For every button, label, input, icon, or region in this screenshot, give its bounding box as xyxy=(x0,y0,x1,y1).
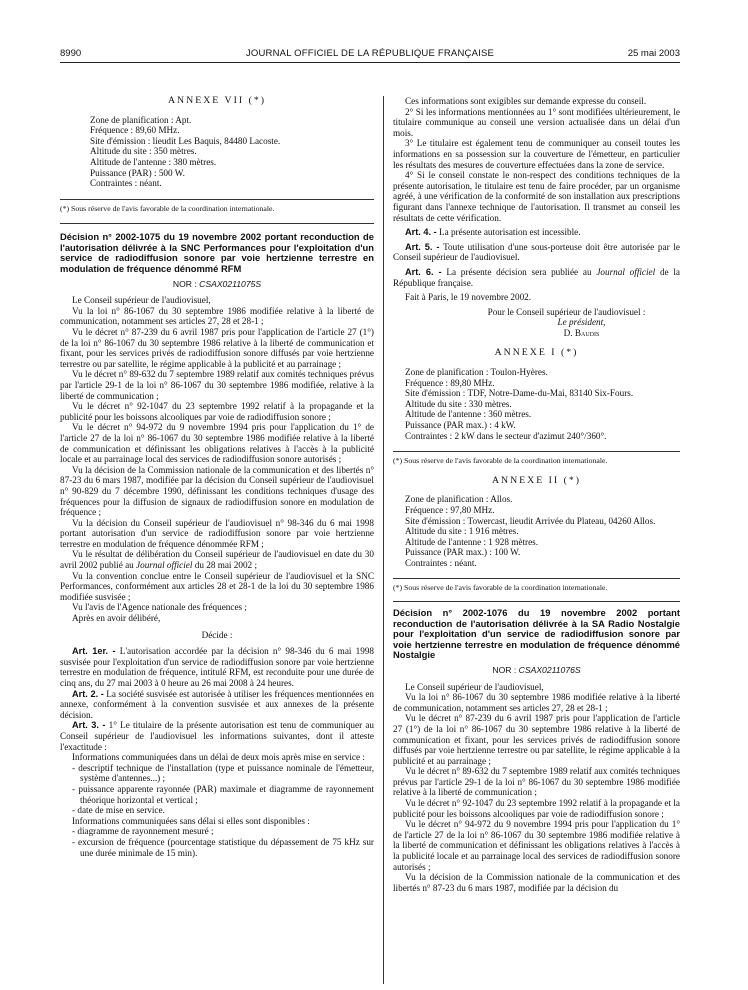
journal-officiel-ref: Journal officiel xyxy=(596,266,656,277)
visa-paragraph: Vu la décision de la Commission nationale de la communication et des libertés n° 87-23 du 6 mars 1987, modifiée par la décision du Conseil supérieur de l'audiovisuel n° 90-829 du 7 décembre 1990, définissant les conditions techniques d'usage des fréquences pour la diffusion de signaux de radiodiffusion sonore en modulation de fréquence ; xyxy=(60,464,374,518)
visa-text: Vu le résultat de délibération du Conseil supérieur de l'audiovisuel en date du 30 avril 2002 publié au xyxy=(60,549,374,571)
annex-line: Fréquence : 97,80 MHz. xyxy=(405,504,495,515)
decide-line: Décide : xyxy=(201,629,233,640)
article-4 xyxy=(393,227,680,238)
journal-officiel-ref: Journal officiel xyxy=(136,560,193,571)
info-heading: Informations communiquées sans délai si elles sont disponibles : xyxy=(72,815,310,826)
annex-i-details xyxy=(393,367,680,441)
visa-text: du 28 mai 2002 ; xyxy=(192,560,258,571)
annex-line: Contraintes : néant. xyxy=(405,557,477,568)
article-text: L'autorisation accordée par la décision n° 98-346 du 6 mai 1998 susvisée pour l'exploitation d'un service de radiodiffusion sonore par voie hertzienne terrestre en modulation de fréquence, intitulé RFM, est reconduite pour une durée de cinq ans, du 27 mai 2003 à 0 heure au 26 mai 2008 à 24 heures. xyxy=(60,646,375,688)
visa-paragraph: Vu la loi n° 86-1067 du 30 septembre 1986 modifiée relative à la liberté de communication, notamment ses articles 27, 28 et 28-1 ; xyxy=(393,692,680,713)
journal-title: JOURNAL OFFICIEL DE LA RÉPUBLIQUE FRANÇAISE xyxy=(245,48,495,59)
visa-paragraph: Vu le décret n° 89-632 du 7 septembre 1989 relatif aux comités techniques prévus par l'article 29-1 de la loi n° 86-1067 du 30 septembre 1986 modifiée, relative à la liberté de communication ; xyxy=(60,369,374,401)
article-label: Art. 4. - xyxy=(405,227,437,238)
annex-line: Fréquence : 89,80 MHz. xyxy=(405,377,495,388)
nor-reference xyxy=(393,665,680,676)
annex-line: Altitude de l'antenne : 380 mètres. xyxy=(90,156,217,167)
annex-line: Zone de planification : Apt. xyxy=(90,114,192,125)
annex-line: Puissance (PAR) : 500 W. xyxy=(90,167,185,178)
annex-vii-footnote: (*) Sous réserve de l'avis favorable de la coordination internationale. xyxy=(60,203,275,213)
list-item: - puissance apparente rayonnée (PAR) maximale et diagramme de rayonnement théorique horizontal et vertical ; xyxy=(72,783,374,805)
signature-title: Le président, xyxy=(557,317,606,328)
annex-line: Zone de planification : Allos. xyxy=(405,494,513,505)
annex-line: Altitude du site : 1 916 mètres. xyxy=(405,526,519,537)
decision-1075-heading: Décision n° 2002-1075 du 19 novembre 2002 portant reconduction de l'autorisation délivrée à la SNC Performances pour l'exploitation d'un service de radiodiffusion sonore par voie hertzienne terrestre en modulation de fréquence dénommé RFM xyxy=(60,231,374,275)
article-text: de la République française. xyxy=(393,266,681,288)
decision-1076-heading: Décision n° 2002-1076 du 19 novembre 2002 portant reconduction de l'autorisation délivrée à la SA Radio Nostalgie pour l'exploitation d'un service de radiodiffusion sonore par voie hertzienne terrestre en modulation de fréquence dénommé Nostalgie xyxy=(393,606,680,661)
right-column xyxy=(393,96,680,893)
signature-place-date: Fait à Paris, le 19 novembre 2002. xyxy=(405,292,532,303)
list-item: - diagramme de rayonnement mesuré ; xyxy=(72,826,214,837)
annex-ii-title: ANNEXE II (*) xyxy=(491,474,582,486)
article-text: 1° Le titulaire de la présente autorisation est tenu de communiquer au Conseil supérieur de l'audiovisuel les informations suivantes, dont il atteste l'exactitude : xyxy=(60,720,375,752)
visa-paragraph: Vu le décret n° 87-239 du 6 avril 1987 pris pour l'application de l'article 27 (1°) de la loi n° 86-1067 du 30 septembre 1986 relative à la liberté de communication et fixant, pour les services privés de radiodiffusion sonore diffusés par voie hertzienne terrestre ou par satellite, le régime applicable à la publicité et au parrainage ; xyxy=(393,713,680,766)
page-number: 8990 xyxy=(60,48,82,59)
running-header xyxy=(60,48,680,62)
nor-label: NOR : xyxy=(172,278,197,289)
article-label: Art. 1er. - xyxy=(72,646,116,657)
annex-ii-details xyxy=(393,494,680,568)
annex-ii-footnote: (*) Sous réserve de l'avis favorable de la coordination internationale. xyxy=(393,583,608,593)
column-divider xyxy=(383,96,384,984)
visa-paragraph: Vu le décret n° 92-1047 du 23 septembre 1992 relatif à la propagande et la publicité pour les boissons alcooliques par voie de radiodiffusion sonore ; xyxy=(60,401,374,422)
article-text: La présente autorisation est incessible. xyxy=(438,227,581,238)
annex-line: Puissance (PAR max.) : 4 kW. xyxy=(405,420,516,431)
article-3 xyxy=(60,720,374,752)
article-2 xyxy=(60,689,374,721)
article-1 xyxy=(60,646,374,688)
visa-paragraph: Vu le décret n° 89-632 du 7 septembre 1989 relatif aux comités techniques prévus par l'article 29-1 de la loi n° 86-1067 du 30 septembre 1986 modifiée relative à la liberté de communication ; xyxy=(393,766,680,798)
nor-code: CSAX0211075S xyxy=(199,278,262,289)
deliberation-line: Après en avoir délibéré, xyxy=(72,613,161,624)
annex-vii-title: ANNEXE VII (*) xyxy=(167,95,266,106)
annex-line: Contraintes : néant. xyxy=(90,178,162,189)
intro-line: Le Conseil supérieur de l'audiovisuel, xyxy=(405,681,544,692)
list-item: - descriptif technique de l'installation (type et puissance nominale de l'émetteur, système d'antennes...) ; xyxy=(72,762,374,784)
visa-paragraph: Vu la décision de la Commission nationale de la communication et des libertés n° 87-23 du 6 mars 1987, modifiée par la décision du xyxy=(393,872,680,893)
article-label: Art. 5. - xyxy=(405,241,440,252)
nor-reference xyxy=(60,279,374,290)
paragraph: 3° Le titulaire est également tenu de communiquer au conseil toutes les informations en sa possession sur la couverture de l'émetteur, en particulier les résultats des mesures de couverture effectuées dans la zone de service. xyxy=(393,138,680,170)
visa-paragraph: Vu le décret n° 87-239 du 6 avril 1987 pris pour l'application de l'article 27 (1°) de la loi n° 86-1067 du 30 septembre 1986 relative à la liberté de communication et fixant, pour les services privés de radiodiffusion sonore diffusés par voie hertzienne terrestre ou par satellite, le régime applicable à la publicité et au parrainage ; xyxy=(60,327,374,369)
list-item: - excursion de fréquence (pourcentage statistique du dépassement de 75 kHz sur une durée minimale de 15 min). xyxy=(72,836,374,858)
paragraph: 4° Si le conseil constate le non-respect des conditions techniques de la présente autorisation, le titulaire est tenu de faire procéder, par un organisme agréé, à une vérification de la conformité de son installation aux prescriptions figurant dans l'annexe technique de l'autorisation. Il transmet au conseil les résultats de cette vérification. xyxy=(393,170,680,223)
header-rule xyxy=(60,62,680,63)
article-text: La société susvisée est autorisée à utiliser les fréquences mentionnées en annexe, conformément à la convention susvisée et aux annexes de la présente décision. xyxy=(60,688,374,720)
annex-line: Site d'émission : Towercast, lieudit Arrivée du Plateau, 04260 Allos. xyxy=(405,515,656,526)
paragraph: Ces informations sont exigibles sur demande expresse du conseil. xyxy=(405,96,647,106)
info-heading: Informations communiquées dans un délai de deux mois après mise en service : xyxy=(72,752,365,763)
annex-line: Fréquence : 89,60 MHz. xyxy=(90,125,180,136)
annex-line: Altitude du site : 350 mètres. xyxy=(90,146,197,157)
annex-line: Contraintes : 2 kW dans le secteur d'azimut 240°/360°. xyxy=(405,430,607,441)
left-column xyxy=(60,96,374,858)
annex-line: Altitude de l'antenne : 360 mètres. xyxy=(405,409,532,420)
article-label: Art. 3. - xyxy=(72,720,106,731)
annex-line: Altitude du site : 330 mètres. xyxy=(405,398,512,409)
visa-paragraph: Vu le décret n° 94-972 du 9 novembre 1994 pris pour l'application du 1° de l'article 27 de la loi n° 86-1067 du 30 septembre 1986 modifiée relative à la liberté de communication et définissant les obligations relatives à l'accès à la publicité locale et au parrainage local des services de radiodiffusion sonore autorisés ; xyxy=(393,819,680,872)
visa-paragraph: Vu la décision du Conseil supérieur de l'audiovisuel n° 98-346 du 6 mai 1998 portant autorisation d'un service de radiodiffusion sonore par voie hertzienne terrestre en modulation de fréquence dénommée RFM ; xyxy=(60,517,374,549)
list-item: - date de mise en service. xyxy=(72,805,165,816)
annex-i-title: ANNEXE I (*) xyxy=(494,347,579,359)
visa-paragraph: Vu la convention conclue entre le Conseil supérieur de l'audiovisuel et la SNC Performances, conformément aux articles 28 et 28-1 de la loi du 30 septembre 1986 modifiée susvisée ; xyxy=(60,570,374,602)
nor-code: CSAX0211076S xyxy=(518,664,581,675)
signature-name: D. Baudis xyxy=(563,327,600,338)
intro-line: Le Conseil supérieur de l'audiovisuel, xyxy=(72,295,211,306)
issue-date: 25 mai 2003 xyxy=(627,48,680,59)
paragraph: 2° Si les informations mentionnées au 1° sont modifiées ultérieurement, le titulaire communique au conseil une version actualisée dans un délai d'un mois. xyxy=(393,106,680,138)
annex-i-footnote: (*) Sous réserve de l'avis favorable de la coordination internationale. xyxy=(393,456,608,466)
article-5 xyxy=(393,242,680,263)
article-text: Toute utilisation d'une sous-porteuse doit être autorisée par le Conseil supérieur de l'audiovisuel. xyxy=(393,241,680,263)
visa-paragraph: Vu le décret n° 92-1047 du 23 septembre 1992 relatif à la propagande et la publicité pour les boissons alcooliques par voie de radiodiffusion sonore ; xyxy=(393,798,680,819)
annex-vii-details xyxy=(60,115,374,189)
visa-paragraph: Vu l'avis de l'Agence nationale des fréquences ; xyxy=(72,602,247,613)
nor-label: NOR : xyxy=(492,664,517,675)
visa-paragraph: Vu la loi n° 86-1067 du 30 septembre 1986 modifiée relative à la liberté de communication, notamment ses articles 27, 28 et 28-1 ; xyxy=(60,305,374,327)
article-label: Art. 2. - xyxy=(72,688,104,699)
article-6 xyxy=(393,267,680,288)
annex-line: Site d'émission : lieudit Les Baquis, 84480 Lacoste. xyxy=(90,135,281,146)
signature-pour: Pour le Conseil supérieur de l'audiovisuel : xyxy=(487,306,646,317)
visa-paragraph xyxy=(60,549,374,570)
annex-line: Altitude de l'antenne : 1 928 mètres. xyxy=(405,536,539,547)
annex-line: Zone de planification : Toulon-Hyères. xyxy=(405,367,548,378)
visa-paragraph: Vu le décret n° 94-972 du 9 novembre 1994 pris pour l'application du 1° de l'article 27 de la loi n° 86-1067 du 30 septembre 1986 modifiée relative à la liberté de communication et définissant les obligations relatives à l'accès à la publicité locale et au parrainage local des services de radiodiffusion sonore autorisés ; xyxy=(60,422,374,465)
article-text: La présente décision sera publiée au xyxy=(446,266,597,277)
annex-line: Site d'émission : TDF, Notre-Dame-du-Mai, 83140 Six-Fours. xyxy=(405,388,634,399)
annex-line: Puissance (PAR max.) : 100 W. xyxy=(405,547,521,558)
article-label: Art. 6. - xyxy=(405,266,442,277)
